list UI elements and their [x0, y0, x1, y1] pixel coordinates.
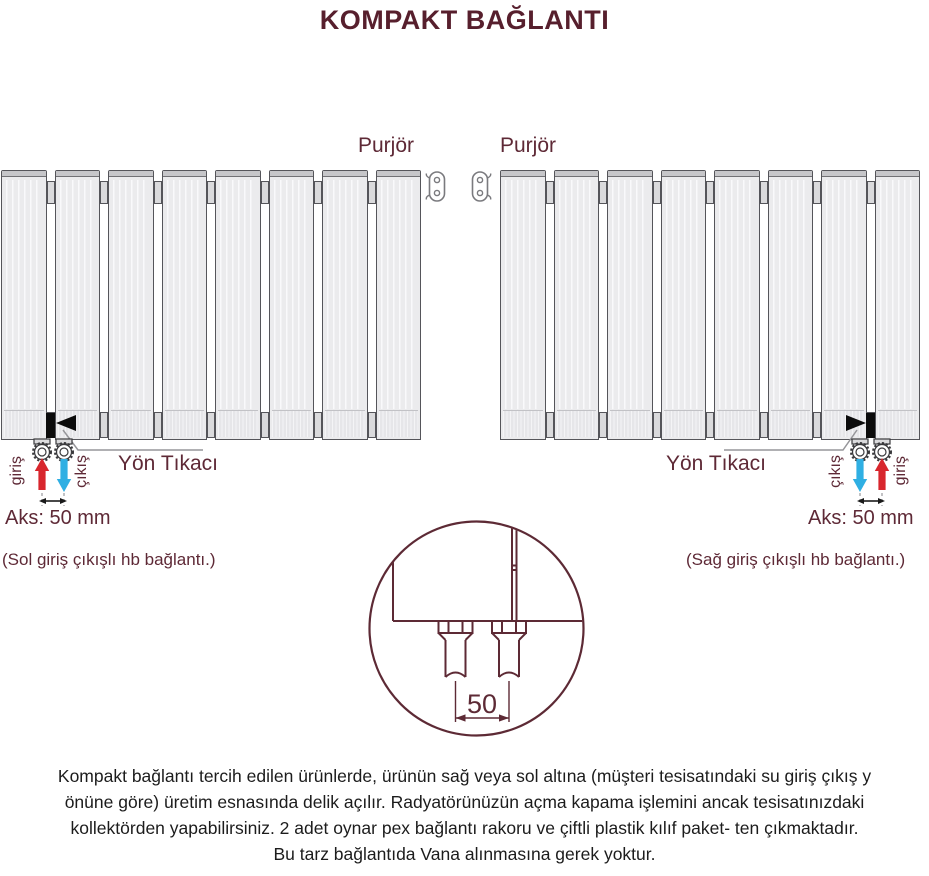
- panel-connector: [47, 181, 55, 204]
- radiator-panel: [108, 170, 154, 440]
- panel-connector: [760, 181, 768, 204]
- radiator-panel: [269, 170, 315, 440]
- panel-grooves: [719, 180, 755, 409]
- radiator-panel: [554, 170, 600, 440]
- axis-label-left: Aks: 50 mm: [5, 507, 111, 529]
- purjor-label-left: Purjör: [358, 134, 415, 157]
- inlet-arrow-right: [875, 458, 889, 490]
- panel-grooves: [773, 180, 809, 409]
- panel-grooves: [666, 180, 702, 409]
- radiator-panel: [607, 170, 653, 440]
- yon-tikaci-label-left: Yön Tıkacı: [118, 452, 218, 475]
- description-text: [0, 763, 929, 867]
- dimension-value: 50: [466, 689, 498, 719]
- description-line: Kompakt bağlantı tercih edilen ürünlerde, ürünün sağ veya sol altına (müşteri tesisatındaki su giriş çıkış y: [57, 766, 872, 786]
- inlet-arrow-left: [35, 458, 49, 490]
- yon-tikaci-plug-left: [46, 413, 55, 438]
- radiator-left: [1, 170, 421, 440]
- panel-connector: [760, 412, 768, 438]
- radiator-panel: [821, 170, 867, 440]
- radiator-right-panels: [500, 170, 920, 440]
- connection-detail-circle: [367, 519, 587, 739]
- purjor-vent-icon-right: [468, 170, 492, 204]
- panel-grooves: [559, 180, 595, 409]
- radiator-panel: [55, 170, 101, 440]
- panel-grooves: [612, 180, 648, 409]
- panel-connector: [546, 181, 554, 204]
- axis-arrow-left: [39, 498, 67, 504]
- panel-connector: [261, 181, 269, 204]
- radiator-left-panels: [1, 170, 421, 440]
- radiator-panel: [215, 170, 261, 440]
- panel-connector: [653, 412, 661, 438]
- panel-grooves: [327, 180, 363, 409]
- axis-label-right: Aks: 50 mm: [808, 507, 914, 529]
- panel-connector: [599, 412, 607, 438]
- panel-connector: [706, 181, 714, 204]
- axis-extension-dashes: [42, 493, 882, 506]
- pipe-fitting-icon: [55, 439, 73, 461]
- inlet-label-right: giriş: [892, 456, 909, 486]
- caption-right: (Sağ giriş çıkışlı hb bağlantı.): [686, 550, 906, 569]
- radiator-panel: [768, 170, 814, 440]
- radiator-panel: [376, 170, 422, 440]
- panel-grooves: [6, 180, 42, 409]
- description-line: kollektörden yapabilirsiniz. 2 adet oynar pex bağlantı rakoru ve çiftli plastik kılıf paket- ten çıkmaktadır.: [70, 818, 859, 838]
- page-title: KOMPAKT BAĞLANTI: [319, 5, 610, 35]
- yon-tikaci-plug-right: [866, 413, 875, 438]
- panel-connector: [368, 181, 376, 204]
- purjor-vent-icon-left: [425, 170, 449, 204]
- radiator-panel: [162, 170, 208, 440]
- panel-grooves: [60, 180, 96, 409]
- radiator-panel: [661, 170, 707, 440]
- panel-grooves: [880, 180, 916, 409]
- panel-grooves: [220, 180, 256, 409]
- panel-grooves: [381, 180, 417, 409]
- panel-connector: [207, 181, 215, 204]
- panel-grooves: [274, 180, 310, 409]
- panel-connector: [100, 181, 108, 204]
- panel-connector: [813, 181, 821, 204]
- panel-connector: [261, 412, 269, 438]
- pipe-fitting-icon: [873, 439, 891, 461]
- radiator-panel: [500, 170, 546, 440]
- plug-pointer-triangle-right: [846, 415, 866, 431]
- panel-connector: [314, 412, 322, 438]
- panel-connector: [813, 412, 821, 438]
- panel-grooves: [167, 180, 203, 409]
- panel-grooves: [826, 180, 862, 409]
- radiator-panel: [714, 170, 760, 440]
- radiator-panel: [322, 170, 368, 440]
- radiator-panel: [875, 170, 921, 440]
- panel-connector: [314, 181, 322, 204]
- yon-tikaci-label-right: Yön Tıkacı: [666, 452, 766, 475]
- description-line: Bu tarz bağlantıda Vana alınmasına gerek yoktur.: [273, 844, 656, 864]
- radiator-panel: [1, 170, 47, 440]
- outlet-arrow-left: [57, 459, 71, 492]
- panel-connector: [100, 412, 108, 438]
- plug-pointer-triangle-left: [56, 415, 76, 431]
- panel-connector: [599, 181, 607, 204]
- panel-connector: [368, 412, 376, 438]
- panel-connector: [706, 412, 714, 438]
- pipe-fitting-icon: [33, 439, 51, 461]
- panel-connector: [154, 412, 162, 438]
- panel-connector: [653, 181, 661, 204]
- axis-arrow-right: [857, 498, 885, 504]
- panel-connector: [207, 412, 215, 438]
- panel-connector: [546, 412, 554, 438]
- panel-grooves: [505, 180, 541, 409]
- outlet-arrow-right: [853, 459, 867, 492]
- panel-grooves: [113, 180, 149, 409]
- inlet-label-left: giriş: [8, 456, 25, 486]
- outlet-label-left: çıkış: [73, 455, 90, 488]
- panel-connector: [154, 181, 162, 204]
- description-line: önüne göre) üretim esnasında delik açılır. Radyatörünüzün açma kapama işlemini ancak tesisatınızdaki: [64, 792, 865, 812]
- pipe-fitting-icon: [851, 439, 869, 461]
- purjor-label-right: Purjör: [500, 134, 557, 157]
- panel-connector: [867, 181, 875, 204]
- caption-left: (Sol giriş çıkışlı hb bağlantı.): [2, 550, 216, 569]
- radiator-right: [500, 170, 920, 440]
- outlet-label-right: çıkış: [827, 455, 844, 488]
